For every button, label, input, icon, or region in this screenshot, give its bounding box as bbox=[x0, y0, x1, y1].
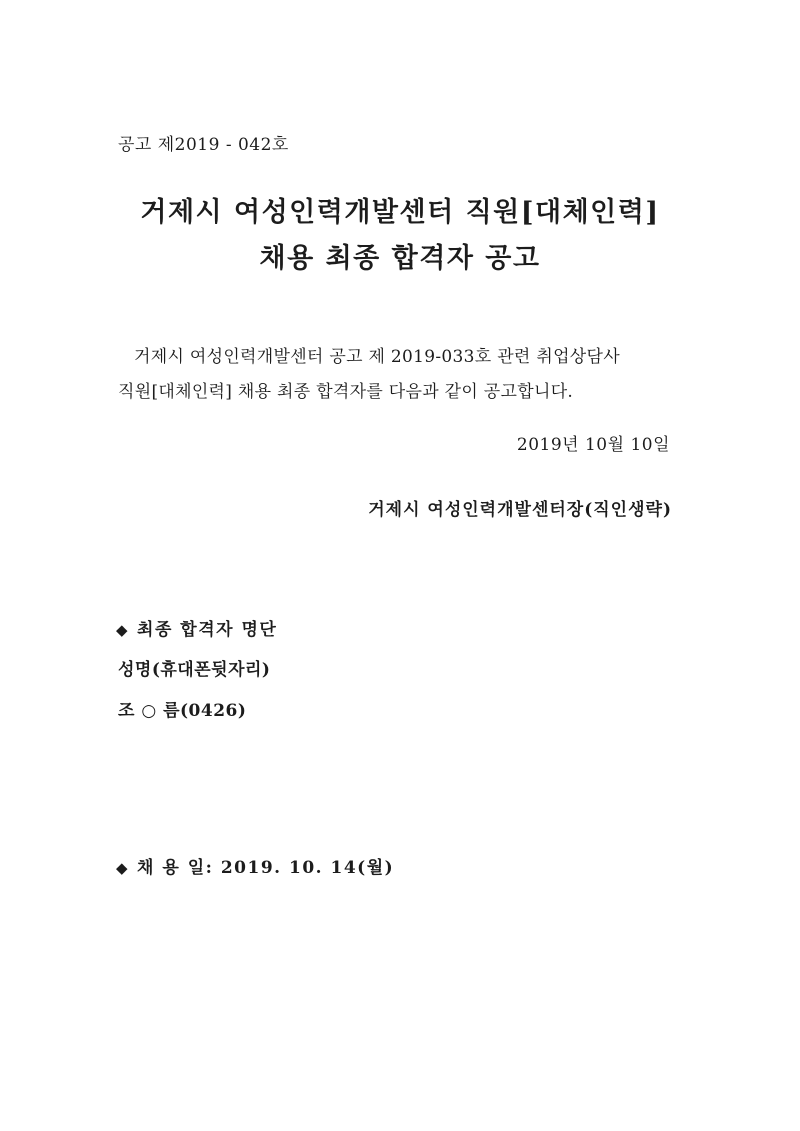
diamond-bullet-icon: ◆ bbox=[116, 859, 130, 877]
notice-number: 공고 제2019 - 042호 bbox=[118, 135, 289, 155]
body-paragraph-line-1: 거제시 여성인력개발센터 공고 제 2019-033호 관련 취업상담사 bbox=[134, 347, 620, 367]
title-line-1: 거제시 여성인력개발센터 직원[대체인력] bbox=[140, 197, 660, 228]
title-line-2: 채용 최종 합격자 공고 bbox=[259, 243, 541, 274]
diamond-bullet-icon: ◆ bbox=[116, 621, 130, 639]
hire-date-heading bbox=[116, 853, 394, 878]
candidate-name: 조 ○ 름(0426) bbox=[118, 701, 247, 721]
final-candidates-heading-text: 최종 합격자 명단 bbox=[137, 620, 278, 640]
hire-date-text: 채 용 일: 2019. 10. 14(월) bbox=[137, 858, 395, 878]
name-column-header: 성명(휴대폰뒷자리) bbox=[118, 660, 271, 680]
issuer-signature: 거제시 여성인력개발센터장(직인생략) bbox=[368, 500, 672, 520]
final-candidates-heading bbox=[116, 615, 277, 640]
notice-date: 2019년 10월 10일 bbox=[516, 435, 670, 455]
body-paragraph-line-2: 직원[대체인력] 채용 최종 합격자를 다음과 같이 공고합니다. bbox=[118, 382, 574, 402]
